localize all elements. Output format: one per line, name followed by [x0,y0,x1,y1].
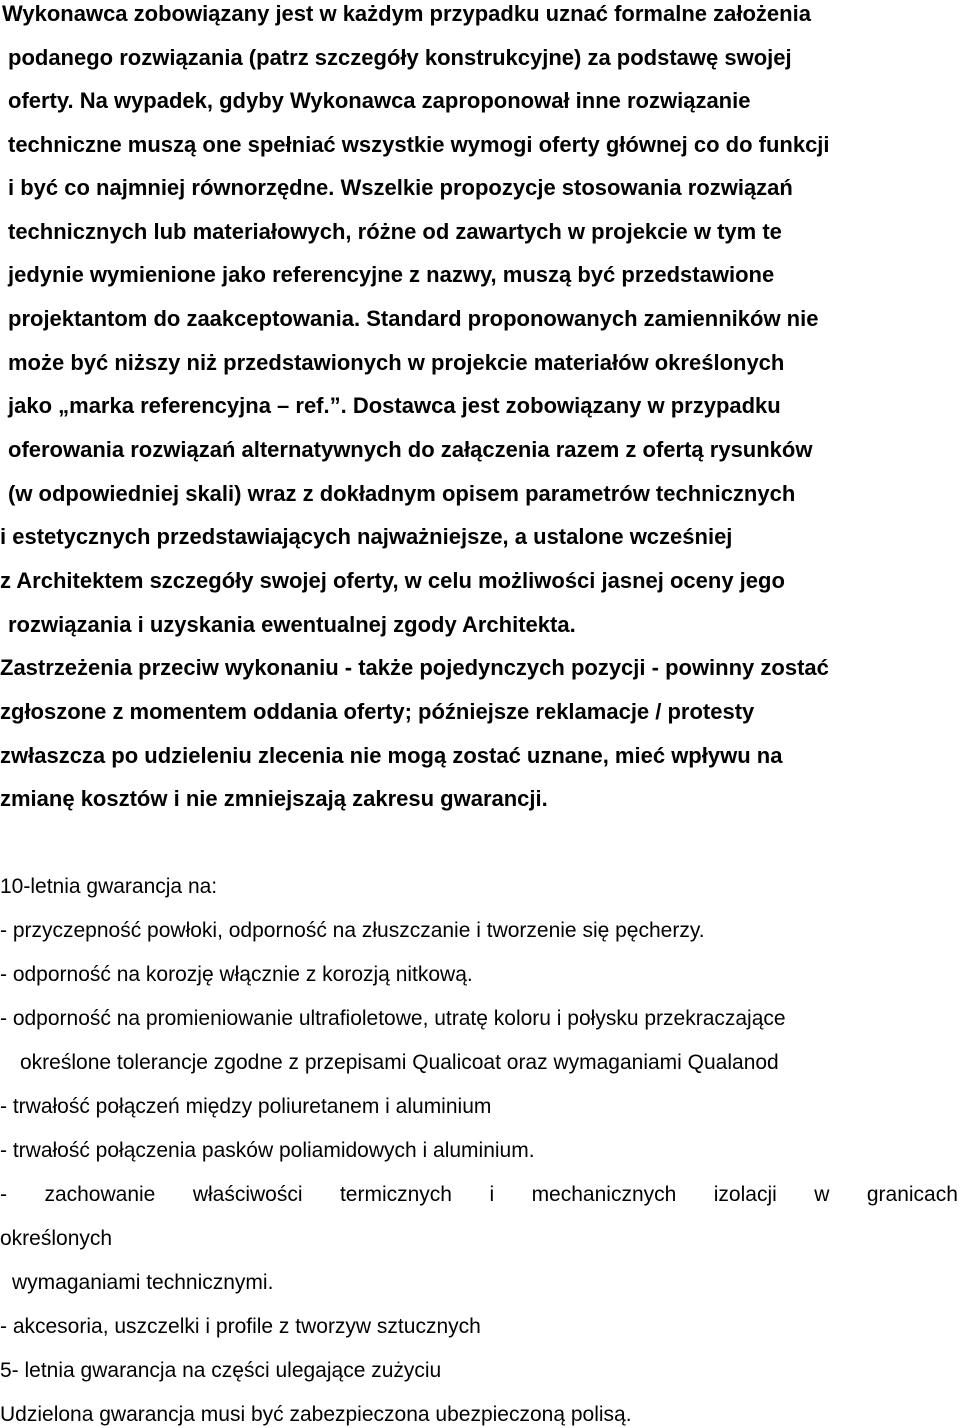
paragraph-line: i estetycznych przedstawiających najważniejsze, a ustalone wcześniej [0,524,733,549]
word: izolacji [713,1183,777,1206]
paragraph-line: oferowania rozwiązań alternatywnych do załączenia razem z ofertą rysunków [8,437,813,462]
warranty-item: - trwałość połączenia pasków poliamidowych i aluminium. [0,1139,535,1162]
paragraph-line: jako „marka referencyjna – ref.”. Dostawca jest zobowiązany w przypadku [8,393,781,418]
paragraph-line: Wykonawca zobowiązany jest w każdym przypadku uznać formalne założenia [2,1,811,26]
paragraph-line: zmianę kosztów i nie zmniejszają zakresu gwarancji. [0,786,548,811]
paragraph-line: (w odpowiedniej skali) wraz z dokładnym opisem parametrów technicznych [8,481,796,506]
paragraph-line: techniczne muszą one spełniać wszystkie wymogi oferty głównej co do funkcji [8,132,830,157]
warranty-item: - trwałość połączeń między poliuretanem i aluminium [0,1095,492,1118]
word: - [0,1183,7,1206]
warranty-heading: 10-letnia gwarancja na: [0,875,218,898]
word: mechanicznych [531,1183,677,1206]
word: w [814,1183,830,1206]
paragraph-line: oferty. Na wypadek, gdyby Wykonawca zaproponował inne rozwiązanie [8,88,751,113]
paragraph-line: zwłaszcza po udzieleniu zlecenia nie mogą zostać uznane, mieć wpływu na [0,743,783,768]
warranty-item: - przyczepność powłoki, odporność na złuszczanie i tworzenie się pęcherzy. [0,919,705,942]
warranty-item-justified [0,1184,958,1205]
word: granicach [866,1183,958,1206]
insurance-note: Udzielona gwarancja musi być zabezpieczona ubezpieczoną polisą. [0,1403,632,1426]
paragraph-line: może być niższy niż przedstawionych w projekcie materiałów określonych [8,350,785,375]
warranty-item: - odporność na korozję włącznie z korozją nitkową. [0,963,473,986]
warranty-item-continuation: określone tolerancje zgodne z przepisami Qualicoat oraz wymaganiami Qualanod [20,1051,779,1074]
warranty-item-continuation: określonych [0,1227,113,1250]
word: właściwości [192,1183,303,1206]
paragraph-line: Zastrzeżenia przeciw wykonaniu - także pojedynczych pozycji - powinny zostać [0,655,829,680]
paragraph-line: z Architektem szczegóły swojej oferty, w celu możliwości jasnej oceny jego [0,568,785,593]
paragraph-line: jedynie wymienione jako referencyjne z nazwy, muszą być przedstawione [8,262,775,287]
paragraph-line: rozwiązania i uzyskania ewentualnej zgody Architekta. [8,612,576,637]
paragraph-line: technicznych lub materiałowych, różne od zawartych w projekcie w tym te [8,219,782,244]
five-year-warranty: 5- letnia gwarancja na części ulegające zużyciu [0,1359,442,1382]
warranty-item-continuation: wymaganiami technicznymi. [12,1271,274,1294]
word: i [489,1183,495,1206]
word: zachowanie [44,1183,156,1206]
paragraph-line: zgłoszone z momentem oddania oferty; późniejsze reklamacje / protesty [0,699,755,724]
warranty-item: - akcesoria, uszczelki i profile z tworzyw sztucznych [0,1315,481,1338]
paragraph-line: i być co najmniej równorzędne. Wszelkie propozycje stosowania rozwiązań [8,175,793,200]
paragraph-line: podanego rozwiązania (patrz szczegóły konstrukcyjne) za podstawę swojej [8,45,792,70]
warranty-item: - odporność na promieniowanie ultrafioletowe, utratę koloru i połysku przekraczające [0,1007,786,1030]
word: termicznych [339,1183,452,1206]
paragraph-line: projektantom do zaakceptowania. Standard proponowanych zamienników nie [8,306,819,331]
